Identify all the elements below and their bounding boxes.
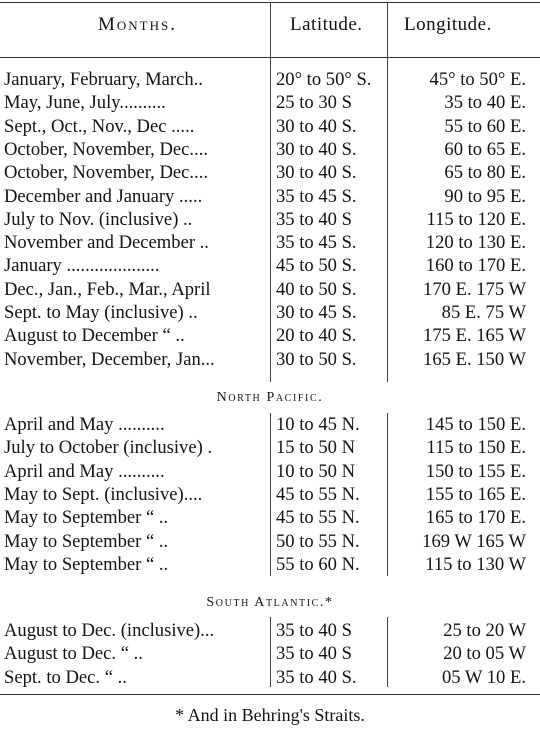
longitude-cell: 35 to 40 E. xyxy=(444,92,526,114)
table-row xyxy=(0,460,540,483)
table-row xyxy=(0,619,540,642)
longitude-cell: 165 E. 150 W xyxy=(423,348,526,370)
table-row xyxy=(0,413,540,436)
north-pacific-heading: North Pacific. xyxy=(216,390,324,405)
months-cell: Dec., Jan., Feb., Mar., April xyxy=(4,278,211,300)
months-cell: May, June, July.......... xyxy=(4,92,166,114)
table-row xyxy=(0,436,540,459)
longitude-cell: 85 E. 75 W xyxy=(441,302,526,323)
footnote: * And in Behring's Straits. xyxy=(175,705,365,725)
footnote-rule xyxy=(0,694,540,695)
longitude-cell: 55 to 60 E. xyxy=(444,115,526,137)
latitude-cell: 45 to 55 N. xyxy=(276,483,360,505)
longitude-cell: 65 to 80 E. xyxy=(444,162,526,184)
months-cell: May to September “ .. xyxy=(4,553,169,575)
latitude-cell: 15 to 50 N xyxy=(276,437,356,459)
longitude-cell: 120 to 130 E. xyxy=(425,232,526,254)
table-row xyxy=(0,301,540,324)
longitude-cell: 150 to 155 E. xyxy=(425,460,526,482)
longitude-cell: 20 to 05 W xyxy=(443,643,526,665)
table-row xyxy=(0,161,540,184)
latitude-cell: 10 to 45 N. xyxy=(276,414,360,435)
latitude-cell: 30 to 45 S. xyxy=(276,302,357,323)
table-row xyxy=(0,231,540,254)
south-atlantic-heading: South Atlantic.* xyxy=(206,595,334,610)
header-latitude: Latitude. xyxy=(290,14,363,35)
months-cell: October, November, Dec.... xyxy=(4,138,208,160)
table-row xyxy=(0,483,540,506)
table-row xyxy=(0,642,540,665)
table-row xyxy=(0,348,540,371)
longitude-cell: 170 E. 175 W xyxy=(423,278,526,300)
latitude-cell: 20° to 50° S. xyxy=(276,69,372,90)
latitude-cell: 30 to 40 S. xyxy=(276,162,357,184)
header-longitude: Longitude. xyxy=(404,14,492,35)
latitude-cell: 35 to 40 S xyxy=(276,208,352,230)
longitude-cell: 05 W 10 E. xyxy=(441,666,526,688)
latitude-cell: 35 to 40 S. xyxy=(276,666,357,688)
longitude-cell: 115 to 150 E. xyxy=(426,437,526,459)
longitude-cell: 155 to 165 E. xyxy=(425,483,526,505)
months-cell: November and December .. xyxy=(4,232,209,254)
months-cell: August to December “ .. xyxy=(4,325,185,347)
longitude-cell: 169 W 165 W xyxy=(422,530,526,552)
months-cell: July to Nov. (inclusive) .. xyxy=(4,208,193,230)
table-row xyxy=(0,530,540,553)
table-row xyxy=(0,138,540,161)
table-row xyxy=(0,208,540,231)
latitude-cell: 10 to 50 N xyxy=(276,460,356,482)
latitude-cell: 30 to 50 S. xyxy=(276,348,357,370)
months-cell: October, November, Dec.... xyxy=(4,162,208,184)
months-cell: Sept. to Dec. “ .. xyxy=(4,666,127,688)
longitude-cell: 175 E. 165 W xyxy=(423,325,526,347)
table-row xyxy=(0,506,540,529)
months-cell: April and May .......... xyxy=(4,460,165,482)
latitude-cell: 30 to 40 S. xyxy=(276,115,357,137)
latitude-cell: 35 to 45 S. xyxy=(276,185,357,207)
latitude-cell: 35 to 40 S xyxy=(276,620,352,641)
months-cell: January .................... xyxy=(4,255,160,277)
longitude-cell: 45° to 50° E. xyxy=(429,69,526,90)
header-months: Months. xyxy=(98,14,177,35)
latitude-cell: 45 to 55 N. xyxy=(276,507,360,529)
latitude-cell: 25 to 30 S xyxy=(276,92,352,114)
months-cell: July to October (inclusive) . xyxy=(4,437,213,459)
months-cell: Sept., Oct., Nov., Dec ..... xyxy=(4,115,195,137)
latitude-cell: 40 to 50 S. xyxy=(276,278,357,300)
months-cell: Sept. to May (inclusive) .. xyxy=(4,302,198,323)
table-row xyxy=(0,254,540,277)
latitude-cell: 55 to 60 N. xyxy=(276,553,360,575)
latitude-cell: 20 to 40 S. xyxy=(276,325,357,347)
longitude-cell: 115 to 130 W xyxy=(425,553,526,575)
months-cell: April and May .......... xyxy=(4,414,165,435)
months-cell: December and January ..... xyxy=(4,185,203,207)
table-row xyxy=(0,185,540,208)
longitude-cell: 25 to 20 W xyxy=(443,620,526,641)
months-cell: January, February, March.. xyxy=(4,69,203,90)
table-row xyxy=(0,553,540,576)
longitude-cell: 60 to 65 E. xyxy=(444,138,526,160)
table-row xyxy=(0,666,540,689)
months-cell: August to Dec. “ .. xyxy=(4,643,143,665)
table-row xyxy=(0,68,540,91)
months-cell: August to Dec. (inclusive)... xyxy=(4,620,215,641)
table-row xyxy=(0,115,540,138)
longitude-cell: 145 to 150 E. xyxy=(425,414,526,435)
months-cell: May to September “ .. xyxy=(4,530,169,552)
latitude-cell: 45 to 50 S. xyxy=(276,255,357,277)
longitude-cell: 90 to 95 E. xyxy=(444,185,526,207)
latitude-cell: 30 to 40 S. xyxy=(276,138,357,160)
months-cell: November, December, Jan... xyxy=(4,348,215,370)
longitude-cell: 160 to 170 E. xyxy=(425,255,526,277)
latitude-cell: 50 to 55 N. xyxy=(276,530,360,552)
table-row xyxy=(0,324,540,347)
longitude-cell: 165 to 170 E. xyxy=(425,507,526,529)
months-cell: May to Sept. (inclusive).... xyxy=(4,483,203,505)
table-row xyxy=(0,91,540,114)
months-cell: May to September “ .. xyxy=(4,507,169,529)
latitude-cell: 35 to 40 S xyxy=(276,643,352,665)
latitude-cell: 35 to 45 S. xyxy=(276,232,357,254)
table-row xyxy=(0,278,540,301)
longitude-cell: 115 to 120 E. xyxy=(426,208,526,230)
